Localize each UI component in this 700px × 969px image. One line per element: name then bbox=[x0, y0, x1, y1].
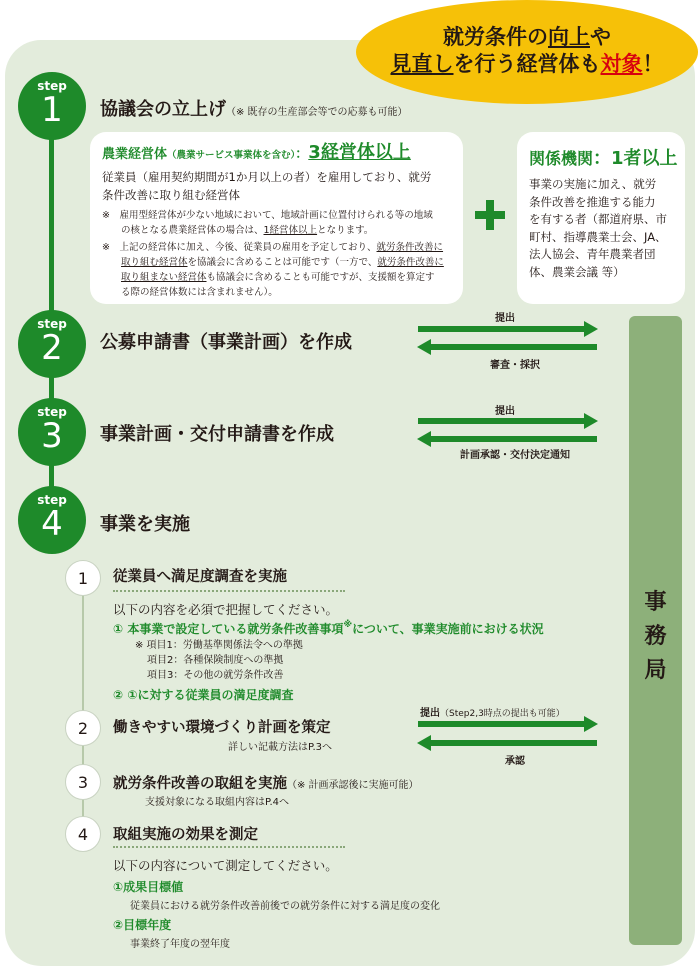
plus-icon bbox=[475, 200, 505, 230]
substep-2-badge: 2 bbox=[65, 710, 101, 746]
org-card-body: 事業の実施に加え、就労 条件改善を推進する能力 を有する者（都道府県、市 町村、指導農業士会、JA、 法人協会、青年農業者団 体、農業会議 等） bbox=[529, 177, 667, 279]
step-3-title: 事業計画・交付申請書を作成 bbox=[100, 424, 334, 445]
substep-2-ref: 詳しい記載方法はP.3へ bbox=[228, 742, 333, 753]
farm-card-body: 従業員（雇用契約期間が1か月以上の者）を雇用しており、就労 条件改善に取り組む経営体 bbox=[102, 170, 432, 202]
banner-line-2: 見直しを行う経営体も対象！ bbox=[390, 52, 664, 76]
step-4-title: 事業を実施 bbox=[100, 514, 190, 535]
sub4-year-label: ②目標年度 bbox=[113, 918, 172, 932]
step-4-submit-arrow bbox=[418, 721, 585, 727]
sub4-goal-body: 従業員における就労条件改善前後での就労条件に対する満足度の変化 bbox=[130, 901, 440, 912]
substep-3-title: 就労条件改善の取組を実施（※ 計画承認後に実施可能） bbox=[113, 776, 419, 792]
step-4-badge: step 4 bbox=[18, 486, 86, 554]
substep-1-divider bbox=[113, 590, 345, 592]
farm-card-note-2: ※ 上記の経営体に加え、今後、従業員の雇用を予定しており、就労条件改善に 取り組む経営体を協議会に含めることは可能です（一方で、就労条件改善に 取り組まない経営体も協議会に含めることも可能ですが、支援額を算定す る際の経営体数には含まれません）。 bbox=[102, 242, 444, 298]
farm-card-note-1: ※ 雇用型経営体が少ない地域において、地域計画に位置付けられる等の地域 の核となる農業経営体の場合は、1経営体以上となります。 bbox=[102, 210, 433, 236]
substep-3-ref: 支援対象になる取組内容はP.4へ bbox=[145, 797, 290, 808]
step-3-badge: step 3 bbox=[18, 398, 86, 466]
banner-line-1: 就労条件の向上や bbox=[443, 25, 611, 49]
step-3-return-arrow bbox=[430, 436, 597, 442]
step-1-badge: step 1 bbox=[18, 72, 86, 140]
substep-4-badge: 4 bbox=[65, 816, 101, 852]
farm-card-title: 農業経営体（農業サービス事業体を含む）：3経営体以上 bbox=[102, 142, 411, 163]
substep-4-title: 取組実施の効果を測定 bbox=[113, 827, 258, 843]
step-4-return-arrow bbox=[430, 740, 597, 746]
sub4-intro: 以下の内容について測定してください。 bbox=[113, 858, 338, 873]
substep-1-title: 従業員へ満足度調査を実施 bbox=[113, 569, 287, 585]
step-2-return-arrow bbox=[430, 344, 597, 350]
substep-3-badge: 3 bbox=[65, 764, 101, 800]
step-2-return-label: 審査・採択 bbox=[490, 360, 540, 371]
headline-banner bbox=[356, 0, 698, 104]
sub1-intro: 以下の内容を必須で把握してください。 bbox=[113, 602, 339, 617]
farm-entity-card bbox=[90, 132, 463, 304]
step-3-submit-label: 提出 bbox=[495, 406, 515, 417]
sub1-notes: ※ 項目1：労働基準関係法令への準拠 項目2：各種保険制度への準拠 項目3：その他の就労条件改善 bbox=[135, 640, 303, 681]
sub1-item-2: ② ①に対する従業員の満足度調査 bbox=[113, 688, 294, 702]
step-4-return-label: 承認 bbox=[505, 756, 525, 767]
related-org-card bbox=[517, 132, 685, 304]
step-2-submit-arrow bbox=[418, 326, 585, 332]
org-card-title: 関係機関：1者以上 bbox=[529, 148, 678, 169]
substep-2-title: 働きやすい環境づくり計画を策定 bbox=[113, 720, 331, 736]
sub4-year-body: 事業終了年度の翌年度 bbox=[130, 939, 230, 950]
substep-4-divider bbox=[113, 846, 345, 848]
step-3-return-label: 計画承認・交付決定通知 bbox=[460, 450, 570, 461]
step-2-title: 公募申請書（事業計画）を作成 bbox=[100, 332, 352, 353]
secretariat-box: 事 務 局 bbox=[629, 316, 682, 945]
step-3-submit-arrow bbox=[418, 418, 585, 424]
step-2-submit-label: 提出 bbox=[495, 313, 515, 324]
step-2-badge: step 2 bbox=[18, 310, 86, 378]
step-1-title: 協議会の立上げ（※ 既存の生産部会等での応募も可能） bbox=[100, 99, 408, 120]
sub4-goal-label: ①成果目標値 bbox=[113, 880, 184, 894]
substep-1-badge: 1 bbox=[65, 560, 101, 596]
sub1-item-1: ① 本事業で設定している就労条件改善事項※について、事業実施前における状況 bbox=[113, 620, 544, 636]
step-4-submit-label: 提出（Step2,3時点の提出も可能） bbox=[420, 708, 565, 719]
